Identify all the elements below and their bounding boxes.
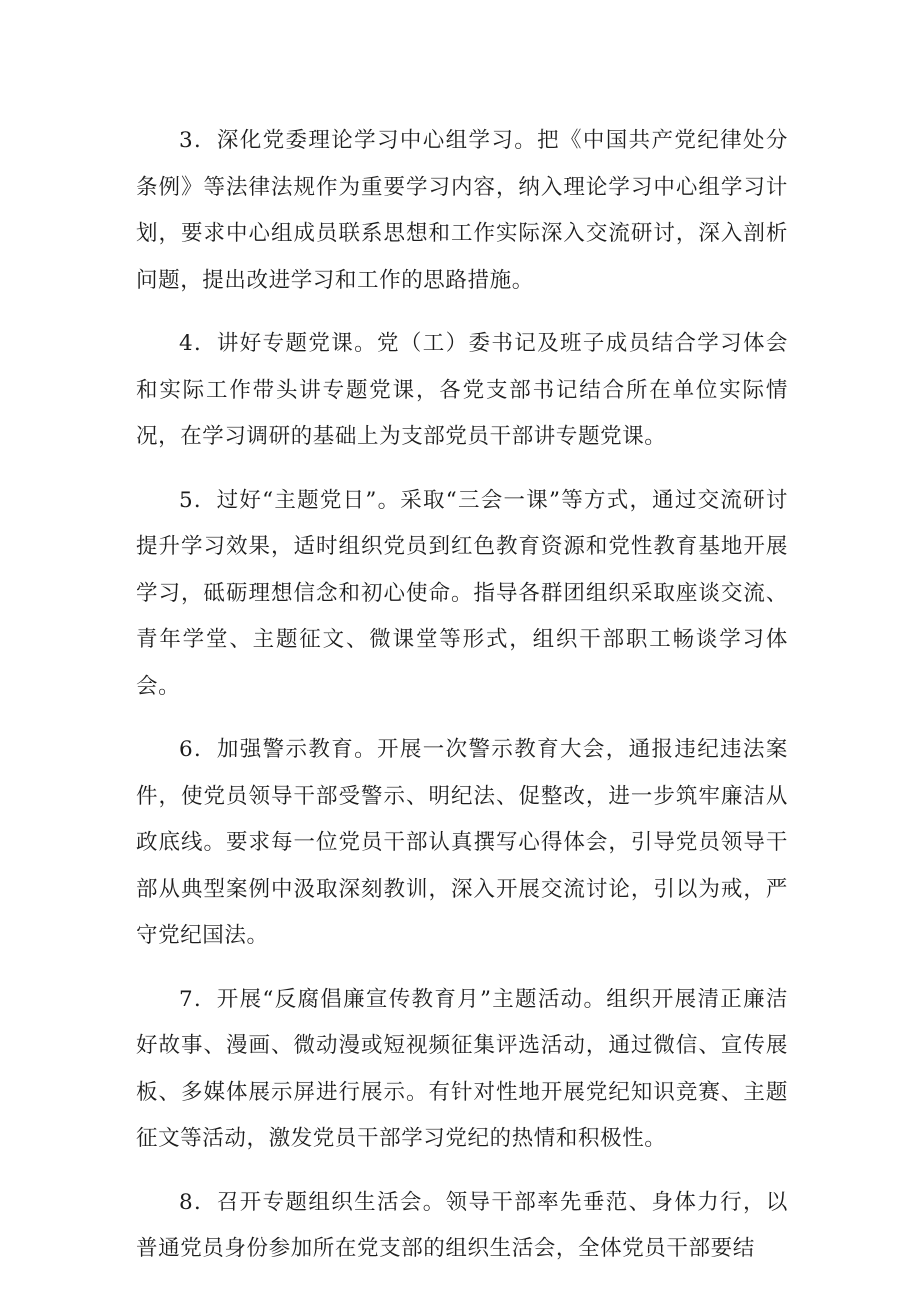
paragraph-item-8: 8．召开专题组织生活会。领导干部率先垂范、身体力行，以普通党员身份参加所在党支部的组织生活会，全体党员干部要结	[136, 1189, 788, 1261]
document-body	[136, 118, 788, 1290]
paragraph-item-5: 5．过好“主题党日”。采取“三会一课”等方式，通过交流研讨提升学习效果，适时组织党员到红色教育资源和党性教育基地开展学习，砥砺理想信念和初心使命。指导各群团组织采取座谈交流、青年学堂、主题征文、微课堂等形式，组织干部职工畅谈学习体会。	[136, 487, 788, 699]
paragraph-item-6: 6．加强警示教育。开展一次警示教育大会，通报违纪违法案件，使党员领导干部受警示、明纪法、促整改，进一步筑牢廉洁从政底线。要求每一位党员干部认真撰写心得体会，引导党员领导干部从典型案例中汲取深刻教训，深入开展交流讨论，引以为戒，严守党纪国法。	[136, 737, 788, 948]
paragraph-item-4: 4．讲好专题党课。党（工）委书记及班子成员结合学习体会和实际工作带头讲专题党课，各党支部书记结合所在单位实际情况，在学习调研的基础上为支部党员干部讲专题党课。	[136, 331, 788, 449]
paragraph-item-7: 7．开展“反腐倡廉宣传教育月”主题活动。组织开展清正廉洁好故事、漫画、微动漫或短视频征集评选活动，通过微信、宣传展板、多媒体展示屏进行展示。有针对性地开展党纪知识竞赛、主题征文等活动，激发党员干部学习党纪的热情和积极性。	[136, 986, 788, 1151]
paragraph-item-3: 3．深化党委理论学习中心组学习。把《中国共产党纪律处分条例》等法律法规作为重要学习内容，纳入理论学习中心组学习计划，要求中心组成员联系思想和工作实际深入交流研讨，深入剖析问题，提出改进学习和工作的思路措施。	[136, 128, 788, 293]
